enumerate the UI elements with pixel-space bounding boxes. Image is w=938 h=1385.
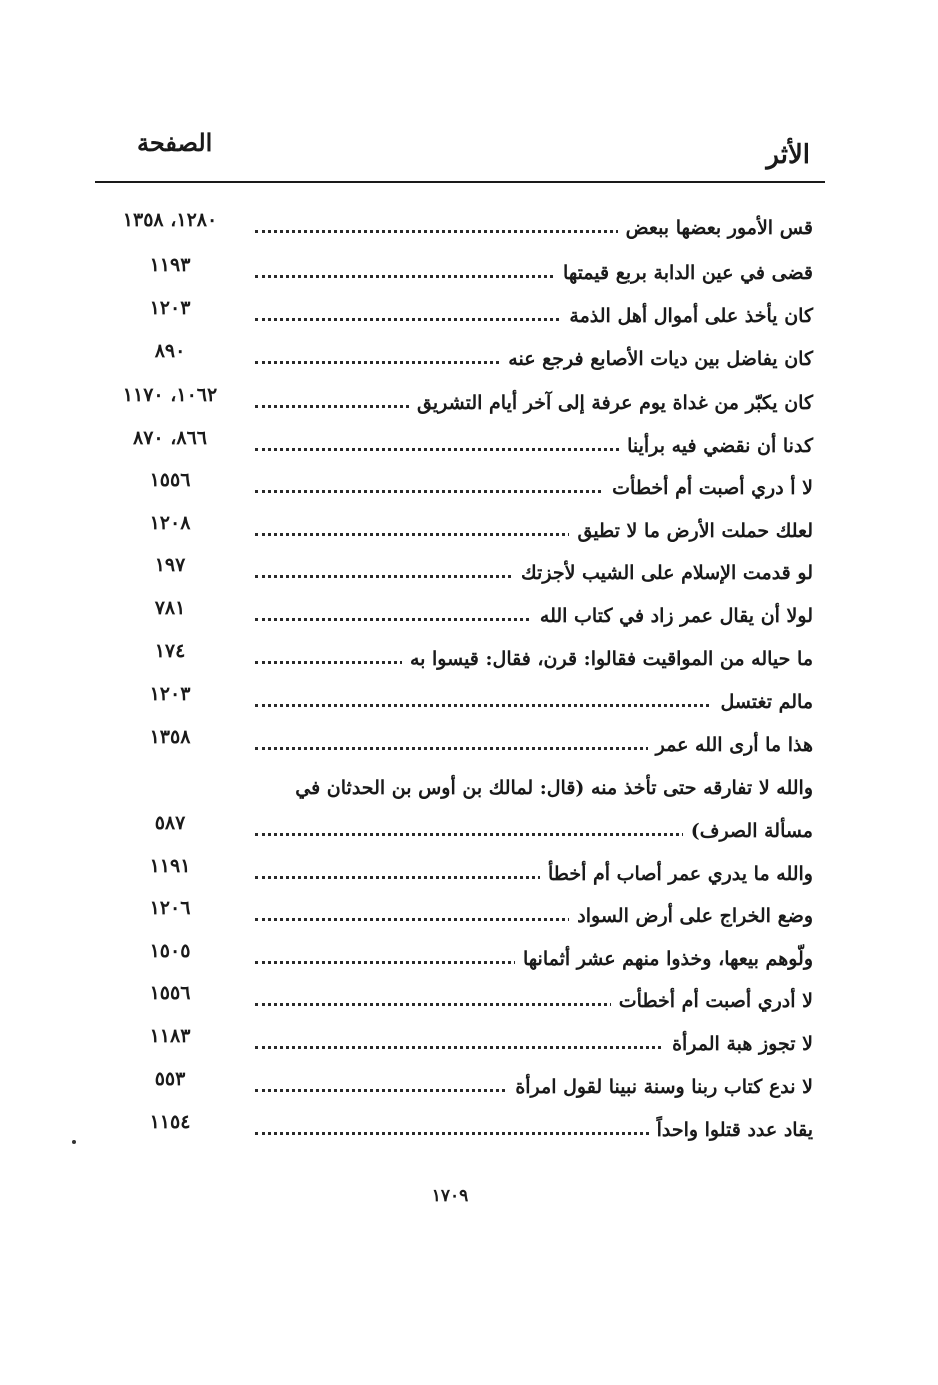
entry-pages: ١٢٠٣ xyxy=(149,683,191,705)
entry-pages: ٥٨٧ xyxy=(154,812,186,834)
entry-pages: ١١٩١ xyxy=(149,855,191,877)
page-number: ١٧٠٩ xyxy=(431,1186,469,1206)
scan-speck xyxy=(72,1140,76,1144)
entry-title: يقاد عدد قتلوا واحداً xyxy=(649,1117,813,1143)
entry-title: كان يأخذ على أموال أهل الذمة xyxy=(561,303,813,329)
entry-title: قضى في عين الدابة بربع قيمتها xyxy=(555,260,813,286)
entry-title: لا تجوز هبة المرأة xyxy=(664,1031,813,1057)
entry-title: لولا أن يقال عمر زاد في كتاب الله xyxy=(532,603,813,629)
entry-pages: ١١٩٣ xyxy=(149,254,191,276)
entry-title: لا ندع كتاب ربنا وسنة نبينا لقول امرأة xyxy=(507,1074,813,1100)
entry-pages: ١٢٨٠، ١٣٥٨ xyxy=(122,209,218,231)
column-header-page: الصفحة xyxy=(137,128,213,157)
entry-pages: ١٢٠٦ xyxy=(149,897,191,919)
entry-pages: ١٣٥٨ xyxy=(149,726,191,748)
entry-title: ولّوهم بيعها، وخذوا منهم عشر أثمانها xyxy=(515,946,813,972)
entry-pages: ١٢٠٣ xyxy=(149,297,191,319)
entry-pages: ٨٩٠ xyxy=(154,340,186,362)
entry-title: مسألة الصرف) xyxy=(683,818,813,844)
entry-title: هذا ما أرى الله عمر xyxy=(648,732,813,758)
entry-pages: ١٢٠٨ xyxy=(149,512,191,534)
entry-title: قس الأمور بعضها ببعض xyxy=(618,215,813,241)
entry-title: كدنا أن نقضي فيه برأينا xyxy=(619,433,813,459)
entry-pages: ١٥٥٦ xyxy=(149,982,191,1004)
entry-title: كان يكبّر من غداة يوم عرفة إلى آخر أيام التشريق xyxy=(409,390,813,416)
entry-pages: ١٥٠٥ xyxy=(149,940,191,962)
entry-title: لا أدري أصبت أم أخطأت xyxy=(611,988,813,1014)
entry-title: كان يفاضل بين ديات الأصابع فرجع عنه xyxy=(500,346,813,372)
entry-title: والله لا تفارقه حتى تأخذ منه (قال: لمالك بن أوس بن الحدثان في xyxy=(295,777,813,799)
entry-title: لا أ دري أصبت أم أخطأت xyxy=(604,475,813,501)
entry-title: مالم تغتسل xyxy=(712,689,813,715)
entry-pages: ١٠٦٢، ١١٧٠ xyxy=(122,384,218,406)
index-entries xyxy=(95,0,825,1385)
entry-pages: ٥٥٣ xyxy=(154,1068,186,1090)
entry-title: لو قدمت الإسلام على الشيب لأجزتك xyxy=(513,560,813,586)
entry-title: وضع الخراج على أرض السواد xyxy=(569,903,813,929)
entry-pages: ١١٥٤ xyxy=(149,1111,191,1133)
entry-title: لعلك حملت الأرض ما لا تطيق xyxy=(569,518,813,544)
entry-title: والله ما يدري عمر أصاب أم أخطأ xyxy=(540,861,813,887)
entry-pages: ١١٨٣ xyxy=(149,1025,191,1047)
column-header-athar: الأثر xyxy=(766,140,810,170)
entry-pages: ١٧٤ xyxy=(154,640,186,662)
entry-title: ما حياله من المواقيت فقالوا: قرن، فقال: قيسوا به xyxy=(402,646,813,672)
entry-pages: ٧٨١ xyxy=(154,597,186,619)
entry-pages: ١٩٧ xyxy=(154,554,186,576)
entry-pages: ٨٦٦، ٨٧٠ xyxy=(133,427,207,449)
entry-pages: ١٥٥٦ xyxy=(149,469,191,491)
